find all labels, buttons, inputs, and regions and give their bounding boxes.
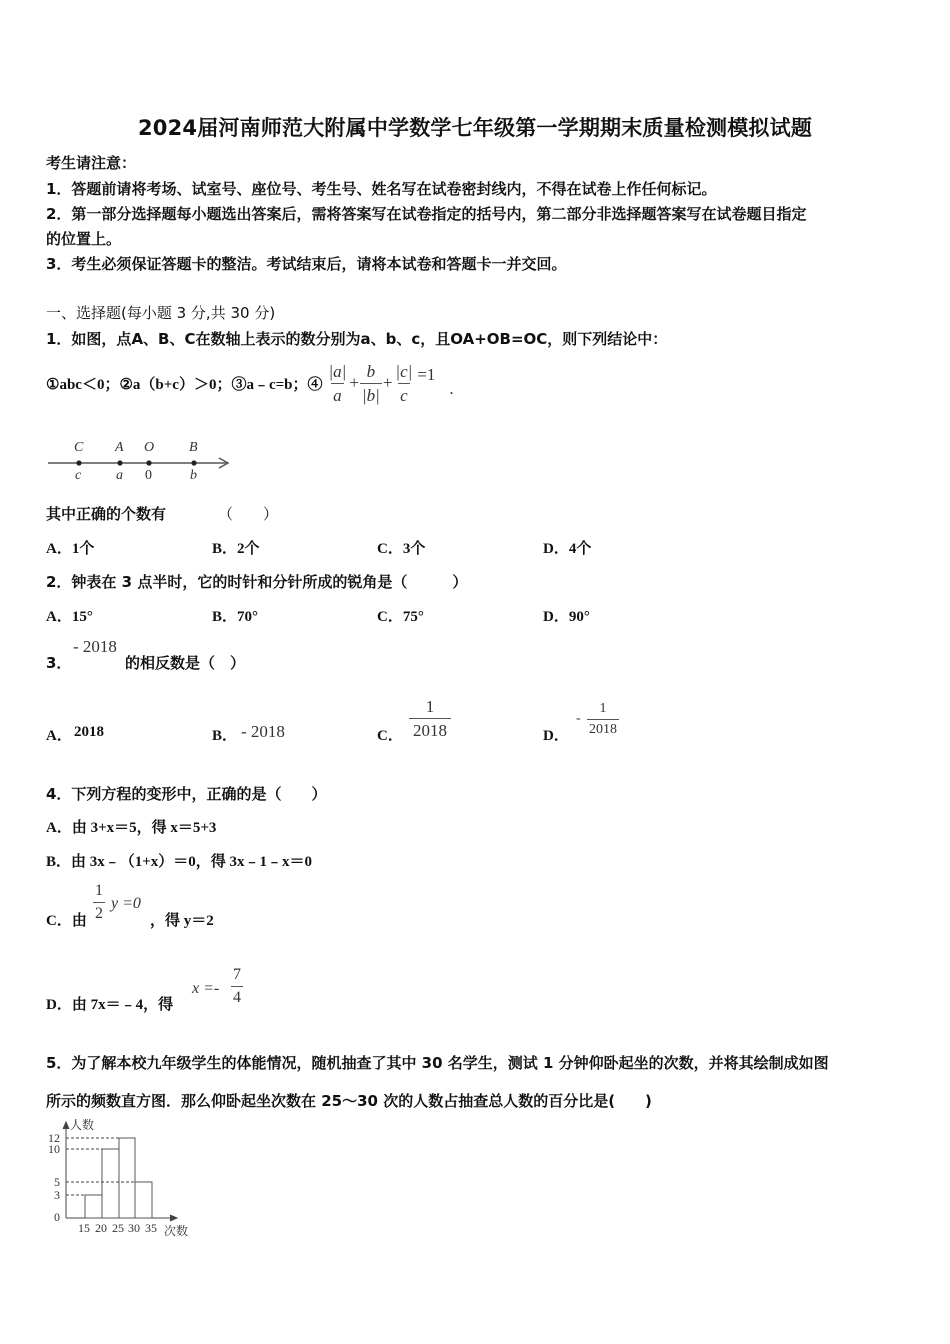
point-value-0: 0 bbox=[145, 468, 152, 483]
point-label-C: C bbox=[74, 440, 84, 455]
y-tick-0: 0 bbox=[54, 1210, 60, 1224]
q3-option-b-value: - 2018 bbox=[241, 722, 285, 741]
q2-option-c: C．75° bbox=[377, 609, 424, 625]
x-axis-label: 次数 bbox=[164, 1224, 189, 1238]
q4-option-c-label: C．由 bbox=[46, 913, 87, 929]
exam-title: 2024届河南师范大附属中学数学七年级第一学期期末质量检测模拟试题 bbox=[137, 116, 813, 140]
q4-option-c-tail: ，得 y＝2 bbox=[150, 913, 214, 929]
x-tick-35: 35 bbox=[145, 1221, 157, 1235]
q1-answer-bracket: （ ） bbox=[218, 505, 279, 523]
q1-question: 其中正确的个数有 bbox=[46, 505, 167, 523]
fraction-abs-c-over-c: $\frac{|c|}{c}$ bbox=[395, 361, 413, 405]
y-tick-12: 12 bbox=[48, 1131, 60, 1145]
fraction-abs-a-over-a: $\frac{|a|}{a}$ bbox=[328, 361, 347, 405]
y-axis-label: 人数 bbox=[70, 1118, 95, 1132]
notice-item-2-cont: 的位置上。 bbox=[46, 230, 122, 248]
q5-stem-line2: 所示的频数直方图．那么仰卧起坐次数在 25～30 次的人数占抽查总人数的百分比是( ) bbox=[46, 1092, 652, 1110]
q3-option-a-value: 2018 bbox=[74, 724, 104, 740]
point-value-a: a bbox=[116, 468, 123, 483]
q4-option-c-expr: y =0 bbox=[111, 895, 141, 912]
q2-option-d: D．90° bbox=[543, 609, 590, 625]
q2-option-b: B．70° bbox=[212, 609, 259, 625]
q4-stem: 4．下列方程的变形中，正确的是（ ） bbox=[46, 785, 327, 803]
point-label-A: A bbox=[115, 440, 124, 455]
q4-option-c-fraction: $\frac{1}{2}$ bbox=[95, 882, 103, 922]
fraction-b-over-abs-b: $\frac{b}{|b|}$ bbox=[361, 361, 380, 405]
y-tick-10: 10 bbox=[48, 1142, 60, 1156]
q4-option-a: A．由 3+x＝5，得 x＝5+3 bbox=[46, 820, 217, 836]
x-tick-25: 25 bbox=[112, 1221, 124, 1235]
q4-option-b: B．由 3x﹣（1+x）＝0，得 3x﹣1﹣x＝0 bbox=[46, 854, 313, 870]
q3-number: 3． bbox=[46, 654, 72, 672]
y-tick-3: 3 bbox=[54, 1188, 60, 1202]
q1-conclusions bbox=[46, 356, 454, 410]
notice-item-3: 3．考生必须保证答题卡的整洁。考试结束后，请将本试卷和答题卡一并交回。 bbox=[46, 255, 567, 273]
x-tick-20: 20 bbox=[95, 1221, 107, 1235]
q1-stem: 1．如图，点A、B、C在数轴上表示的数分别为a、b、c，且OA+OB=OC，则下列结论中： bbox=[46, 330, 668, 348]
q3-option-a-label: A． bbox=[46, 728, 72, 744]
q4-option-d-lhs: x =- bbox=[192, 980, 220, 997]
point-label-B: B bbox=[189, 440, 198, 455]
section-heading: 一、选择题(每小题 3 分,共 30 分) bbox=[46, 304, 276, 322]
q1-option-d: D．4个 bbox=[543, 541, 592, 557]
q3-value: - 2018 bbox=[73, 637, 117, 656]
q2-stem: 2．钟表在 3 点半时，它的时针和分针所成的锐角是（ ） bbox=[46, 573, 468, 591]
q1-option-c: C．3个 bbox=[377, 541, 426, 557]
notice-item-1: 1．答题前请将考场、试室号、座位号、考生号、姓名写在试卷密封线内，不得在试卷上作任何标记。 bbox=[46, 180, 717, 198]
point-value-c: c bbox=[75, 468, 82, 483]
point-label-O: O bbox=[144, 440, 155, 455]
q3-option-b-label: B． bbox=[212, 728, 238, 744]
q1-conclusion-text: ①abc＜0；②a（b+c）＞0；③a﹣c=b；④ bbox=[46, 376, 323, 393]
q1-option-b: B．2个 bbox=[212, 541, 260, 557]
q1-option-a: A．1个 bbox=[46, 541, 95, 557]
q4-option-d-label: D．由 7x＝﹣4，得 bbox=[46, 997, 174, 1013]
q2-option-a: A．15° bbox=[46, 609, 93, 625]
notice-heading: 考生请注意： bbox=[46, 154, 137, 172]
frequency-histogram bbox=[44, 1118, 204, 1238]
x-tick-30: 30 bbox=[128, 1221, 140, 1235]
point-value-b: b bbox=[190, 468, 197, 483]
q3-option-c-fraction: $\frac{1}{2018}$ bbox=[409, 698, 451, 739]
q4-option-d-fraction: $\frac{7}{4}$ bbox=[233, 966, 241, 1006]
q3-option-c-label: C． bbox=[377, 728, 403, 744]
q5-stem-line1: 5．为了解本校九年级学生的体能情况，随机抽查了其中 30 名学生，测试 1 分钟仰卧起坐的次数，并将其绘制成如图 bbox=[46, 1054, 829, 1072]
q3-option-d-sign: - bbox=[576, 711, 581, 726]
q1-formula: $\frac{|a|}{a}$ + $\frac{b}{|b|}$ + $\frac{|c|}{c}$ =1 . bbox=[328, 361, 454, 405]
histogram-plot bbox=[44, 1118, 204, 1238]
q3-stem: 的相反数是（ ） bbox=[125, 654, 246, 672]
notice-item-2: 2．第一部分选择题每小题选出答案后，需将答案写在试卷指定的括号内，第二部分非选择题答案写在试卷题目指定 bbox=[46, 205, 807, 223]
q3-option-d-fraction: $\frac{1}{2018}$ bbox=[589, 701, 617, 737]
y-tick-5: 5 bbox=[54, 1175, 60, 1189]
x-tick-15: 15 bbox=[78, 1221, 90, 1235]
q3-option-d-label: D． bbox=[543, 728, 569, 744]
